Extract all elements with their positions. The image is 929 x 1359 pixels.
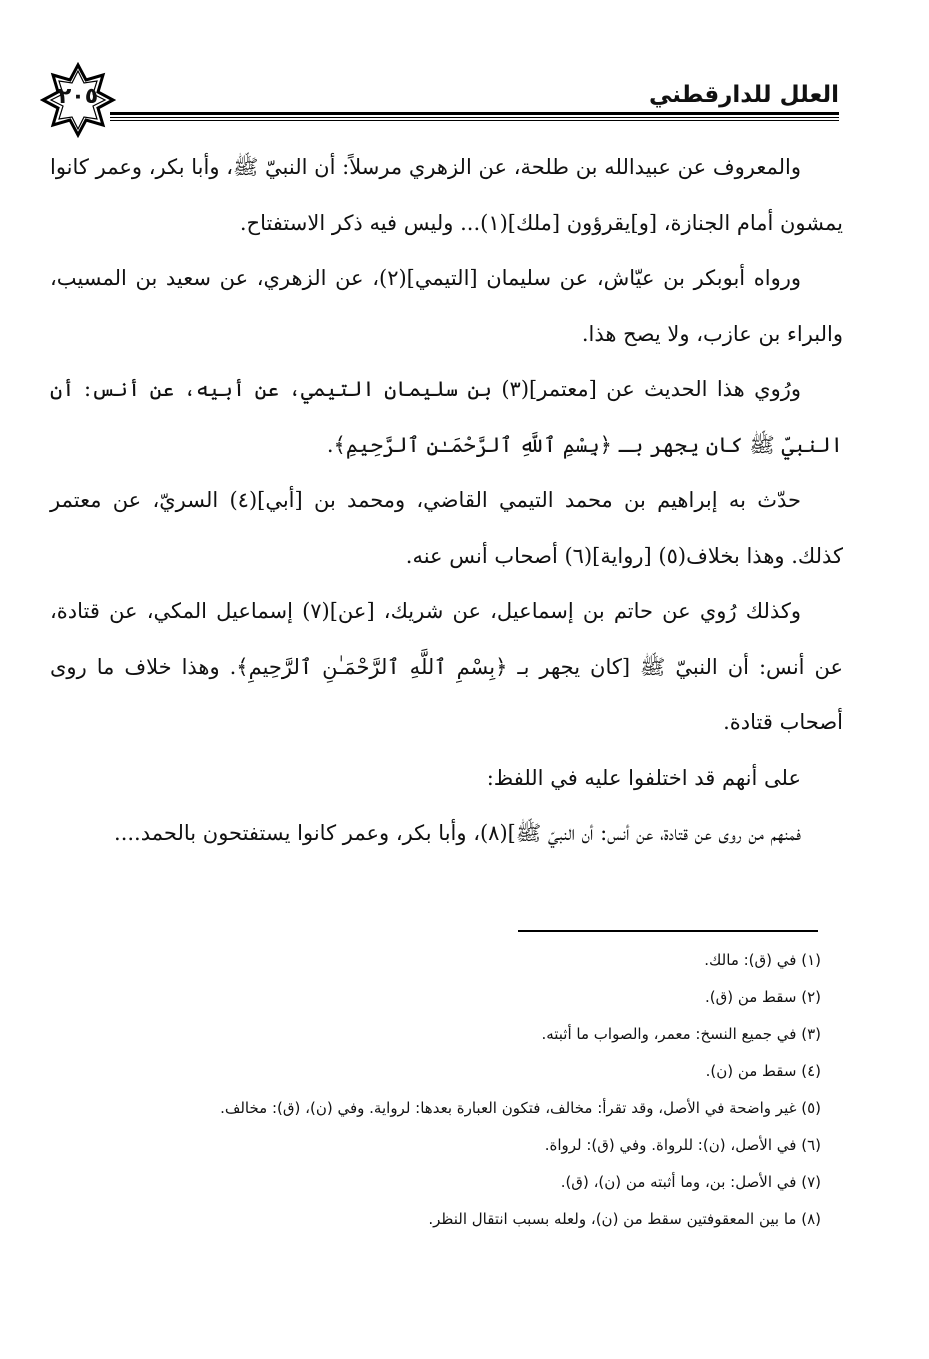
paragraph: حدّث به إبراهيم بن محمد التيمي القاضي، ومحمد بن [أبي](٤) السريّ، عن معتمر كذلك. وهذا بخلاف(٥) [رواية](٦) أصحاب أنس عنه.: [50, 488, 843, 568]
main-text: [50, 140, 843, 862]
footnote: (٣) في جميع النسخ: معمر، والصواب ما أثبته.: [541, 1025, 821, 1043]
footnote-separator: [518, 930, 818, 932]
footnote: (٤) سقط من (ن).: [705, 1062, 821, 1080]
footnote: (٦) في الأصل، (ن): للرواة. وفي (ق): لرواة.: [544, 1136, 821, 1154]
page-header: [40, 62, 839, 130]
page-number-badge: [40, 62, 116, 138]
paragraph: والمعروف عن عبيدالله بن طلحة، عن الزهري مرسلاً: أن النبيّ ﷺ، وأبا بكر، وعمر كانوا يمشون أمام الجنازة، [و]يقرؤون [ملك](١)... وليس فيه ذكر الاستفتاح.: [50, 155, 843, 235]
footnote: (٥) غير واضحة في الأصل، وقد تقرأ: مخالف، فتكون العبارة بعدها: لرواية. وفي (ن)، (ق): مخالف.: [220, 1099, 821, 1117]
paragraph: ورواه أبوبكر بن عيّاش، عن سليمان [التيمي](٢)، عن الزهري، عن سعيد بن المسيب، والبراء بن عازب، ولا يصح هذا.: [50, 266, 843, 346]
header-rule: [110, 112, 839, 122]
paragraph: ورُوي هذا الحديث عن [معتمر](٣) بن سليمان التيمي، عن أبيه، عن أنس: أن النبيّ ﷺ كان يجهر بـ ﴿بِسْمِ ٱللَّهِ ٱلرَّحْمَـٰنِ ٱلرَّحِيمِ﴾.: [50, 377, 843, 457]
footnote: (٨) ما بين المعقوفتين سقط من (ن)، ولعله بسبب انتقال النظر.: [428, 1210, 821, 1228]
footnote: (١) في (ق): مالك.: [704, 951, 821, 969]
footnote: (٧) في الأصل: بن، وما أثبته من (ن)، (ق).: [560, 1173, 821, 1191]
paragraph: فمنهم من روى عن قتادة، عن أنس: أن النبيّ ﷺ](٨)، وأبا بكر، وعمر كانوا يستفتحون بالحمد....: [114, 821, 801, 845]
footnote: (٢) سقط من (ق).: [704, 988, 821, 1006]
paragraph: وكذلك رُوي عن حاتم بن إسماعيل، عن شريك، [عن](٧) إسماعيل المكي، عن قتادة، عن أنس: أن النبيّ ﷺ [كان يجهر بـ ﴿بِسْمِ ٱللَّهِ ٱلرَّحْمَـٰنِ ٱلرَّحِيمِ﴾. وهذا خلاف ما روى أصحاب قتادة.: [50, 599, 843, 734]
paragraph: على أنهم قد اختلفوا عليه في اللفظ:: [486, 765, 801, 790]
page-number: ٢٠٥: [57, 84, 99, 109]
book-title: العلل للدارقطني: [649, 82, 839, 108]
footnotes: [101, 942, 821, 1238]
